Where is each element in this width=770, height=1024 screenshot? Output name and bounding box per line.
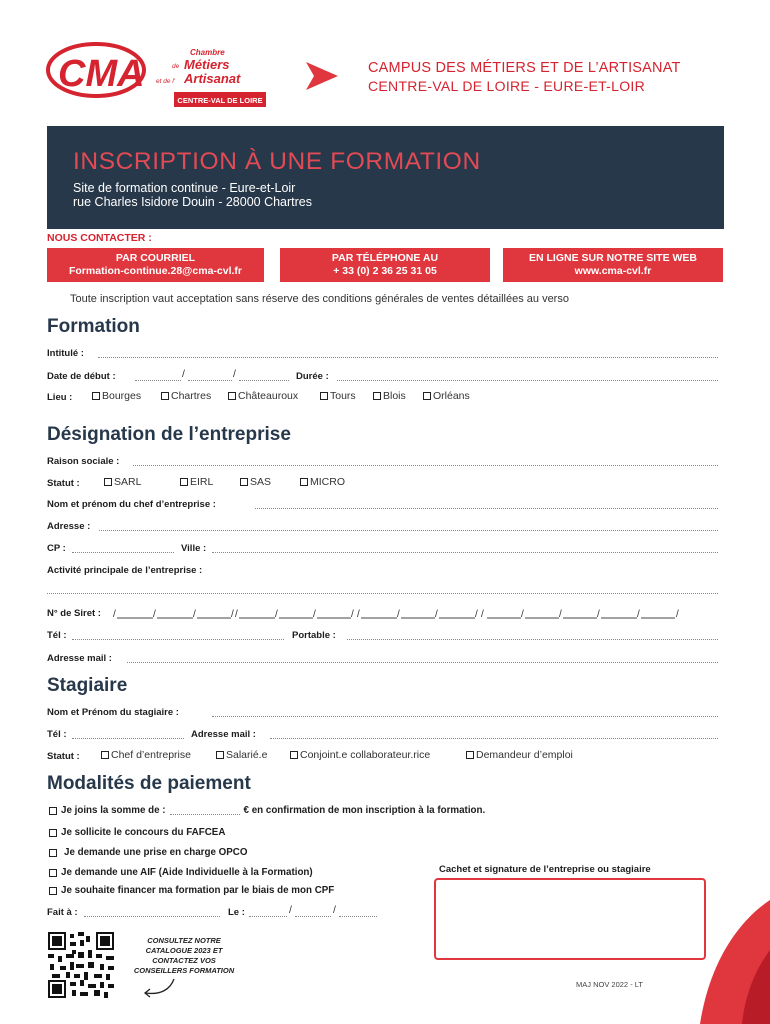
svg-text:/: / [559,609,562,620]
lieu-option-orleans[interactable]: Orléans [423,390,470,402]
svg-text:/: / [481,609,484,620]
svg-text:/: / [275,609,278,620]
contact-web-value[interactable]: www.cma-cvl.fr [574,265,652,277]
raison-sociale-field[interactable] [133,465,718,466]
logo-artisanat: Artisanat [184,71,241,86]
stagiaire-nom-field[interactable] [212,716,718,717]
section-formation-title: Formation [47,316,140,337]
statut-chef-entreprise[interactable]: Chef d’entreprise [101,749,191,761]
section-stagiaire-title: Stagiaire [47,675,128,696]
paiement-option-cpf[interactable]: Je souhaite financer ma formation par le biais de mon CPF [49,885,334,896]
duree-field[interactable] [337,380,718,381]
catalogue-note: CONSULTEZ NOTRE CATALOGUE 2023 ET CONTACTEZ VOS CONSEILLERS FORMATION [133,936,235,975]
svg-text:/: / [637,609,640,620]
contact-email-title: PAR COURRIEL [115,252,196,264]
intitule-label: Intitulé : [47,348,84,359]
checkbox[interactable] [300,478,308,486]
revision-note: MAJ NOV 2022 - LT [576,980,643,989]
campus-title: CAMPUS DES MÉTIERS ET DE L’ARTISANAT [368,60,681,76]
checkbox[interactable] [104,478,112,486]
section-paiement-title: Modalités de paiement [47,773,251,794]
statut-conjoint[interactable]: Conjoint.e collaborateur.rice [290,749,430,761]
checkbox[interactable] [49,807,57,815]
logo-region: CENTRE-VAL DE LOIRE [177,96,263,105]
date-sep-2: / [233,368,236,380]
le-label: Le : [228,907,245,918]
statut-demandeur[interactable]: Demandeur d’emploi [466,749,573,761]
le-sep-1: / [289,904,292,916]
stagiaire-statut-label: Statut : [47,751,80,762]
contact-web-box[interactable] [503,248,723,282]
checkbox[interactable] [49,849,57,857]
terms-notice: Toute inscription vaut acceptation sans réserve des conditions générales de ventes détaillées au verso [70,293,569,305]
logo-de: de [172,63,180,70]
site-address: rue Charles Isidore Douin - 28000 Chartres [73,195,313,209]
checkbox[interactable] [240,478,248,486]
adresse-field[interactable] [99,530,718,531]
duree-label: Durée : [296,371,329,382]
paiement-option-aif[interactable]: Je demande une AIF (Aide Individuelle à la Formation) [49,867,313,878]
tel-entreprise-label: Tél : [47,630,67,641]
svg-text:/: / [597,609,600,620]
svg-text:/: / [521,609,524,620]
svg-text:/: / [357,609,360,620]
logo-etde: et de l' [156,78,175,85]
statut-micro[interactable]: MICRO [300,476,345,488]
contact-phone-box[interactable] [280,248,490,282]
page-title: INSCRIPTION À UNE FORMATION [73,148,481,175]
statut-eirl[interactable]: EIRL [180,476,213,488]
checkbox[interactable] [216,751,224,759]
svg-text:/: / [231,609,234,620]
stagiaire-mail-label: Adresse mail : [191,729,256,740]
checkbox[interactable] [180,478,188,486]
lieu-label: Lieu : [47,392,73,403]
checkbox[interactable] [423,392,431,400]
le-month-field[interactable] [295,916,331,917]
paiement-option-somme[interactable]: Je joins la somme de : € en confirmation de mon inscription à la formation. [49,805,485,816]
checkbox[interactable] [228,392,236,400]
arrow-right-icon [304,58,340,94]
lieu-option-chateauroux[interactable]: Châteauroux [228,390,298,402]
checkbox[interactable] [92,392,100,400]
le-year-field[interactable] [339,916,377,917]
statut-sas[interactable]: SAS [240,476,271,488]
raison-sociale-label: Raison sociale : [47,456,120,467]
lieu-option-blois[interactable]: Blois [373,390,406,402]
siret-label: N° de Siret : [47,608,101,619]
checkbox[interactable] [49,829,57,837]
svg-text:/: / [676,609,679,620]
stagiaire-tel-label: Tél : [47,729,67,740]
le-day-field[interactable] [249,916,287,917]
contact-phone-title: PAR TÉLÉPHONE AU [331,252,439,264]
title-banner [47,126,724,229]
stagiaire-tel-field[interactable] [72,738,184,739]
contact-email-box[interactable] [47,248,264,282]
cp-field[interactable] [72,552,174,553]
qr-code-icon[interactable] [48,932,114,998]
tel-entreprise-field[interactable] [72,639,284,640]
date-month-field[interactable] [188,380,232,381]
svg-text:/: / [397,609,400,620]
date-debut-label: Date de début : [47,371,116,382]
site-name: Site de formation continue - Eure-et-Loir [73,181,296,195]
svg-text:/: / [193,609,196,620]
lieu-option-bourges[interactable]: Bourges [92,390,141,402]
stamp-signature-box[interactable] [434,878,706,960]
statut-entreprise-label: Statut : [47,478,80,489]
mail-entreprise-field[interactable] [127,662,718,663]
checkbox[interactable] [101,751,109,759]
lieu-option-tours[interactable]: Tours [320,390,356,402]
checkbox[interactable] [49,887,57,895]
intitule-field[interactable] [98,357,718,358]
svg-text:/: / [435,609,438,620]
stagiaire-nom-label: Nom et Prénom du stagiaire : [47,707,179,718]
activite-field[interactable] [47,593,718,594]
portable-field[interactable] [347,639,718,640]
somme-field[interactable] [170,807,240,815]
contact-phone-value[interactable]: + 33 (0) 2 36 25 31 05 [333,265,437,277]
ville-field[interactable] [212,552,718,553]
checkbox[interactable] [320,392,328,400]
paiement-option-opco[interactable]: Je demande une prise en charge OPCO [49,847,247,858]
le-sep-2: / [333,904,336,916]
statut-salarie[interactable]: Salarié.e [216,749,267,761]
logo-letters: CMA [58,53,145,95]
campus-subtitle: CENTRE-VAL DE LOIRE - EURE-ET-LOIR [368,78,646,94]
activite-label: Activité principale de l’entreprise : [47,565,203,576]
checkbox[interactable] [373,392,381,400]
svg-text:/: / [313,609,316,620]
portable-label: Portable : [292,630,336,641]
svg-text:/: / [113,609,116,620]
logo-metiers: Métiers [184,57,230,72]
stamp-label: Cachet et signature de l’entreprise ou stagiaire [439,864,651,875]
cma-logo [44,40,274,112]
svg-text:/: / [351,609,354,620]
contact-web-title: EN LIGNE SUR NOTRE SITE WEB [528,252,697,264]
lieu-option-chartres[interactable]: Chartres [161,390,211,402]
date-day-field[interactable] [135,380,181,381]
contact-email-value[interactable]: Formation-continue.28@cma-cvl.fr [68,265,243,277]
mail-entreprise-label: Adresse mail : [47,653,112,664]
date-sep-1: / [182,368,185,380]
ville-label: Ville : [181,543,207,554]
svg-text:/: / [235,609,238,620]
checkbox[interactable] [290,751,298,759]
chef-label: Nom et prénom du chef d’entreprise : [47,499,216,510]
chef-field[interactable] [255,508,718,509]
cp-label: CP : [47,543,66,554]
fait-a-field[interactable] [84,916,220,917]
checkbox[interactable] [161,392,169,400]
fait-a-label: Fait à : [47,907,78,918]
date-year-field[interactable] [239,380,289,381]
statut-sarl[interactable]: SARL [104,476,141,488]
checkbox[interactable] [49,869,57,877]
checkbox[interactable] [466,751,474,759]
svg-text:/: / [475,609,478,620]
svg-text:/: / [153,609,156,620]
adresse-label: Adresse : [47,521,91,532]
siret-field[interactable] [113,607,683,621]
paiement-option-fafcea[interactable]: Je sollicite le concours du FAFCEA [49,827,225,838]
contact-heading: NOUS CONTACTER : [47,232,152,244]
corner-decoration [680,880,770,1024]
logo-chambre: Chambre [190,48,225,57]
curved-arrow-icon [140,976,178,998]
stagiaire-mail-field[interactable] [270,738,718,739]
section-entreprise-title: Désignation de l’entreprise [47,424,291,445]
